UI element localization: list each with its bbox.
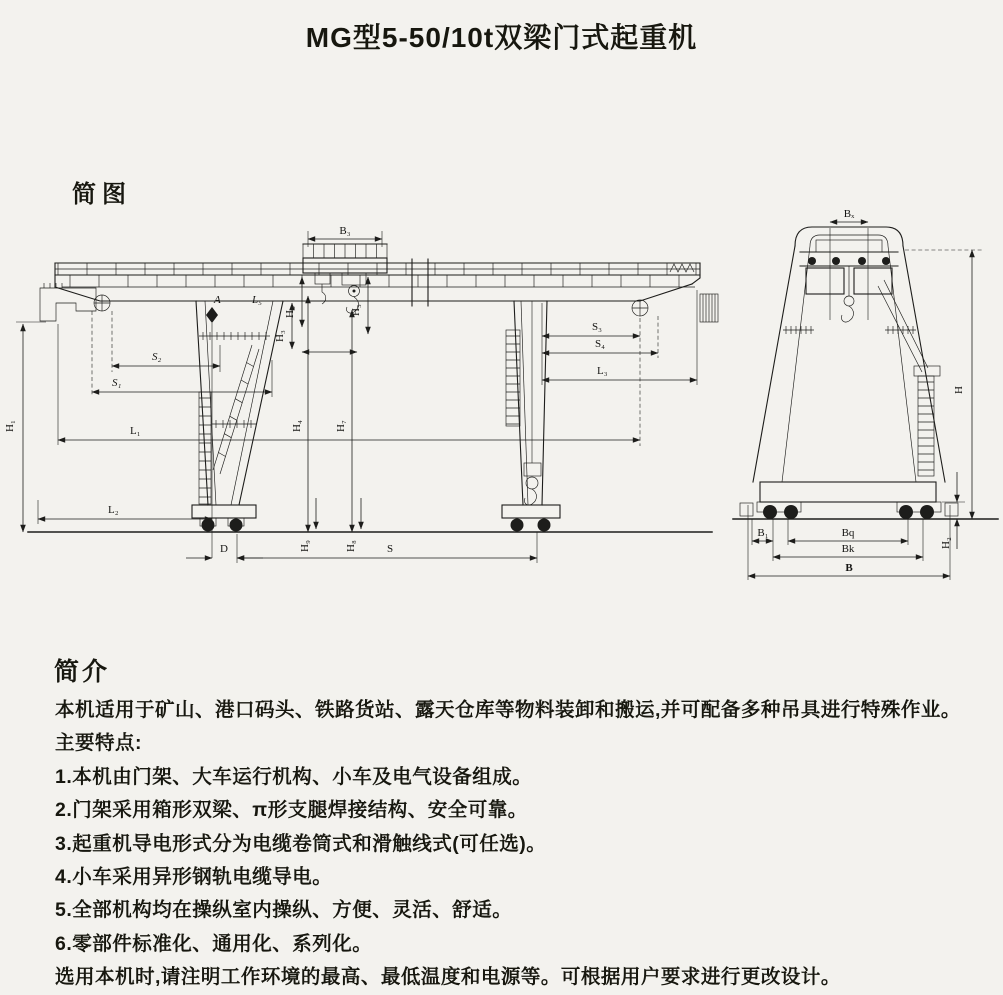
schematic-section-label: 简图: [72, 181, 132, 208]
dim-label-h4: H₄: [291, 420, 303, 432]
features-title: 主要特点:: [55, 732, 142, 755]
front-dimensions: [4, 225, 697, 563]
dim-label-h5: H₅: [350, 304, 362, 316]
intro-lead: 本机适用于矿山、港口码头、铁路货站、露天仓库等物料装卸和搬运,并可配备多种吊具进行特殊作业。: [55, 699, 961, 721]
sill-beam: [760, 482, 936, 502]
dim-label-h9: H₉: [299, 540, 311, 552]
girder-section: [854, 268, 892, 294]
feature-item: 6.零部件标准化、通用化、系列化。: [55, 932, 373, 955]
side-girder-trolley: [800, 240, 940, 476]
left-bogie: [192, 505, 256, 518]
dim-label-l2: L₂: [108, 504, 119, 516]
dim-label-h1: H₁: [4, 420, 16, 432]
dim-label-s: S: [386, 543, 394, 555]
dim-label-s3: S₃: [592, 321, 602, 333]
dim-label-bk: Bk: [841, 543, 855, 555]
dim-label-s4: S₄: [595, 338, 605, 350]
side-view: [733, 208, 998, 580]
dim-label-h8: H₈: [345, 540, 357, 552]
girder-section: [806, 268, 844, 294]
bridge-girder: [40, 259, 718, 322]
dim-label-bq: Bq: [841, 527, 855, 539]
feature-item: 4.小车采用异形钢轨电缆导电。: [55, 866, 333, 889]
dim-label-b: B: [845, 562, 853, 574]
intro-text-block: [55, 694, 993, 995]
trolley: [303, 244, 387, 313]
feature-item: 2.门架采用箱形双梁、π形支腿焊接结构、安全可靠。: [55, 799, 528, 822]
dim-label-l3: L₃: [597, 365, 608, 377]
dim-label-d: D: [220, 543, 228, 555]
trolley-frame: [816, 240, 882, 252]
intro-section-heading: 简介: [54, 658, 111, 686]
side-ladder: [918, 376, 934, 476]
girder-break-lines: [412, 259, 428, 306]
feature-item: 3.起重机导电形式分为电缆卷筒式和滑触线式(可任选)。: [55, 832, 547, 855]
left-end-carriage: [40, 288, 96, 321]
intro-note: 选用本机时,请注明工作环境的最高、最低温度和电源等。可根据用户要求进行更改设计。: [55, 966, 841, 989]
buffer-spring: [670, 264, 694, 272]
dim-label-a: A: [214, 294, 221, 306]
dim-label-h3: H₃: [274, 330, 286, 342]
left-leg: [192, 301, 283, 532]
feature-item: 5.全部机构均在操纵室内操纵、方便、灵活、舒适。: [55, 899, 513, 922]
dim-label-s1: S₁: [112, 377, 122, 389]
hook-icon: [524, 489, 536, 505]
dim-label-b3: B₃: [339, 225, 351, 237]
dim-label-l5: L₅: [252, 294, 262, 306]
dim-label-h2: H₂: [940, 537, 952, 549]
dim-label-b1: B₁: [757, 527, 769, 539]
hook-icon: [841, 306, 853, 322]
dim-label-bx: Bₓ: [843, 208, 855, 220]
right-bogie: [502, 505, 560, 518]
dim-label-h: H: [953, 386, 965, 394]
page-title: MG型5-50/10t双梁门式起重机: [305, 22, 698, 53]
dim-label-h6: H₆: [284, 306, 296, 318]
rail-center-marker: [206, 307, 218, 323]
right-leg: [502, 301, 560, 532]
dim-label-s2: S₂: [152, 351, 162, 363]
dim-label-h7: H₇: [335, 420, 347, 432]
dim-label-l1: L₁: [130, 425, 141, 437]
feature-item: 1.本机由门架、大车运行机构、小车及电气设备组成。: [55, 765, 533, 788]
front-view: [4, 225, 718, 563]
side-dimensions: [748, 208, 982, 580]
jack-symbols: [94, 295, 648, 323]
